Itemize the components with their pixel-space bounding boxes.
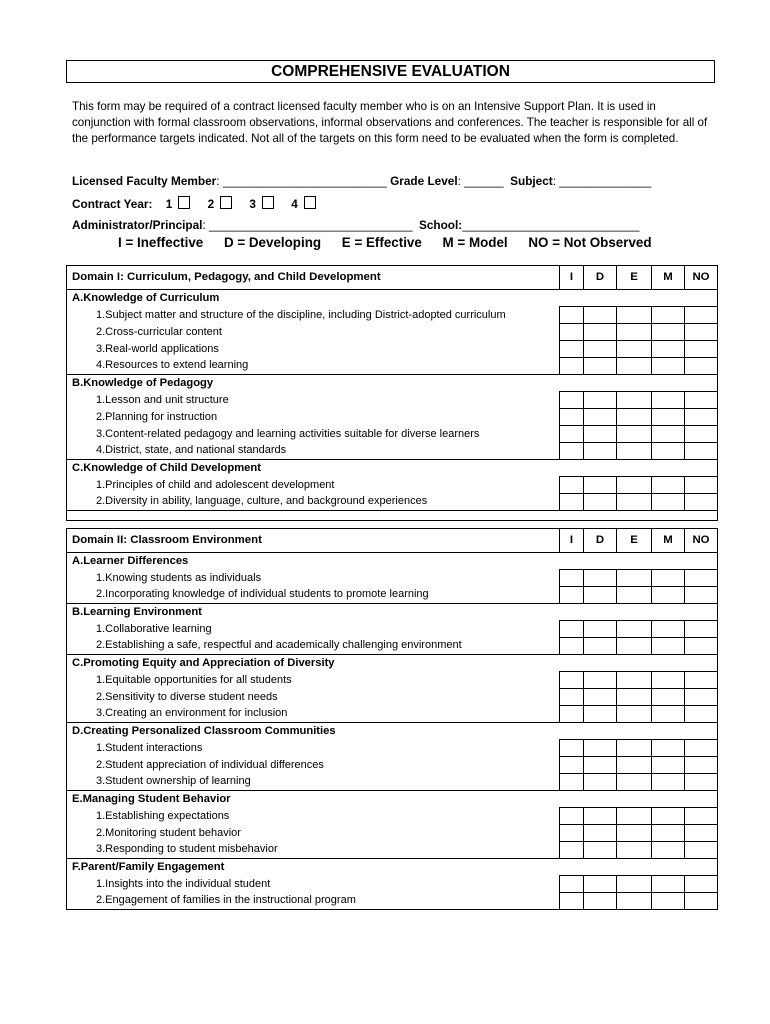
section-blank-cell — [652, 460, 685, 477]
section-blank-cell — [685, 604, 718, 621]
rating-cell-d[interactable] — [584, 426, 617, 443]
rating-cell-e[interactable] — [617, 672, 652, 689]
rating-cell-d[interactable] — [584, 842, 617, 859]
intro-paragraph: This form may be required of a contract licensed faculty member who is on an Intensive Support Plan. It is used in conjunction with formal classroom observations, informal observations and conferences. The teacher is responsible for all of the performance targets indicated. Not all of the targets on this form need to be evaluated when the form is completed. — [72, 100, 708, 145]
section-blank-cell — [560, 460, 584, 477]
grade-label: Grade Level — [390, 174, 458, 188]
rating-header-no: NO — [685, 266, 718, 290]
section-blank-cell — [560, 604, 584, 621]
criterion-row — [67, 324, 718, 341]
section-row — [67, 553, 718, 570]
criterion-label: 1.Principles of child and adolescent development — [67, 477, 560, 494]
rating-header-m: M — [652, 529, 685, 553]
contract-year-line — [72, 196, 330, 211]
legend-model: M = Model — [442, 235, 508, 250]
rating-cell-m[interactable] — [652, 808, 685, 825]
rating-cell-e[interactable] — [617, 358, 652, 375]
contract-year-label: Contract Year: — [72, 197, 153, 211]
rating-cell-i[interactable] — [560, 689, 584, 706]
rating-cell-d[interactable] — [584, 740, 617, 757]
rating-cell-e[interactable] — [617, 638, 652, 655]
rating-cell-m[interactable] — [652, 494, 685, 511]
section-blank-cell — [560, 655, 584, 672]
section-blank-cell — [685, 460, 718, 477]
section-blank-cell — [652, 290, 685, 307]
grade-field[interactable]: : ______ — [457, 174, 504, 188]
rating-cell-e[interactable] — [617, 876, 652, 893]
rating-cell-d[interactable] — [584, 587, 617, 604]
rating-cell-m[interactable] — [652, 621, 685, 638]
rating-cell-i[interactable] — [560, 808, 584, 825]
rating-cell-m[interactable] — [652, 757, 685, 774]
rating-cell-d[interactable] — [584, 774, 617, 791]
section-blank-cell — [560, 553, 584, 570]
criterion-row — [67, 587, 718, 604]
rating-cell-e[interactable] — [617, 443, 652, 460]
criterion-row — [67, 570, 718, 587]
rating-cell-no[interactable] — [685, 706, 718, 723]
rating-cell-i[interactable] — [560, 740, 584, 757]
rating-cell-d[interactable] — [584, 621, 617, 638]
section-blank-cell — [685, 723, 718, 740]
rating-cell-e[interactable] — [617, 689, 652, 706]
rating-cell-i[interactable] — [560, 426, 584, 443]
rating-cell-i[interactable] — [560, 706, 584, 723]
rating-cell-i[interactable] — [560, 477, 584, 494]
section-blank-cell — [617, 655, 652, 672]
rating-cell-i[interactable] — [560, 341, 584, 358]
section-heading: B.Knowledge of Pedagogy — [67, 375, 560, 392]
rating-cell-no[interactable] — [685, 494, 718, 511]
rating-cell-m[interactable] — [652, 358, 685, 375]
spacer-row — [67, 511, 718, 521]
section-row — [67, 655, 718, 672]
rating-cell-i[interactable] — [560, 570, 584, 587]
rating-cell-i[interactable] — [560, 587, 584, 604]
criterion-row — [67, 477, 718, 494]
spacer-cell — [67, 511, 718, 521]
rating-cell-m[interactable] — [652, 672, 685, 689]
checkbox-4[interactable] — [304, 196, 316, 209]
criterion-row — [67, 409, 718, 426]
rating-cell-m[interactable] — [652, 443, 685, 460]
rating-cell-m[interactable] — [652, 893, 685, 910]
criterion-label: 1.Knowing students as individuals — [67, 570, 560, 587]
section-heading: A.Learner Differences — [67, 553, 560, 570]
criterion-row — [67, 825, 718, 842]
checkbox-3[interactable] — [262, 196, 274, 209]
rating-cell-m[interactable] — [652, 876, 685, 893]
rating-header-d: D — [584, 529, 617, 553]
criterion-label: 3.Responding to student misbehavior — [67, 842, 560, 859]
rating-cell-no[interactable] — [685, 324, 718, 341]
contract-year-option-1[interactable]: 1 — [166, 196, 191, 211]
rating-cell-m[interactable] — [652, 740, 685, 757]
rating-cell-no[interactable] — [685, 570, 718, 587]
section-blank-cell — [652, 859, 685, 876]
domain-header-row — [67, 529, 718, 553]
rating-cell-i[interactable] — [560, 409, 584, 426]
rating-cell-no[interactable] — [685, 443, 718, 460]
faculty-line — [72, 174, 651, 188]
rating-cell-no[interactable] — [685, 358, 718, 375]
rating-header-no: NO — [685, 529, 718, 553]
section-blank-cell — [584, 290, 617, 307]
section-blank-cell — [584, 460, 617, 477]
rating-cell-i[interactable] — [560, 757, 584, 774]
rating-cell-e[interactable] — [617, 307, 652, 324]
legend-developing: D = Developing — [223, 235, 322, 250]
rating-cell-d[interactable] — [584, 808, 617, 825]
section-heading: D.Creating Personalized Classroom Communities — [67, 723, 560, 740]
section-blank-cell — [560, 723, 584, 740]
criterion-label: 2.Sensitivity to diverse student needs — [67, 689, 560, 706]
section-blank-cell — [617, 723, 652, 740]
rating-cell-no[interactable] — [685, 392, 718, 409]
rating-cell-m[interactable] — [652, 825, 685, 842]
rating-cell-d[interactable] — [584, 757, 617, 774]
rating-cell-e[interactable] — [617, 893, 652, 910]
rating-cell-no[interactable] — [685, 740, 718, 757]
rating-header-m: M — [652, 266, 685, 290]
rating-cell-e[interactable] — [617, 494, 652, 511]
rating-cell-i[interactable] — [560, 621, 584, 638]
rating-cell-e[interactable] — [617, 426, 652, 443]
rating-cell-e[interactable] — [617, 757, 652, 774]
rating-cell-e[interactable] — [617, 477, 652, 494]
section-row — [67, 791, 718, 808]
rating-cell-d[interactable] — [584, 706, 617, 723]
rating-cell-d[interactable] — [584, 477, 617, 494]
section-blank-cell — [560, 791, 584, 808]
criterion-label: 3.Student ownership of learning — [67, 774, 560, 791]
rating-cell-m[interactable] — [652, 341, 685, 358]
section-blank-cell — [584, 791, 617, 808]
criterion-label: 2.Cross-curricular content — [67, 324, 560, 341]
criterion-row — [67, 358, 718, 375]
rating-cell-no[interactable] — [685, 774, 718, 791]
rating-cell-no[interactable] — [685, 409, 718, 426]
section-blank-cell — [584, 859, 617, 876]
criterion-row — [67, 621, 718, 638]
section-blank-cell — [652, 655, 685, 672]
rating-cell-i[interactable] — [560, 443, 584, 460]
checkbox-2[interactable] — [220, 196, 232, 209]
criterion-row — [67, 426, 718, 443]
rating-cell-i[interactable] — [560, 638, 584, 655]
section-blank-cell — [685, 655, 718, 672]
domain-title: Domain II: Classroom Environment — [67, 529, 560, 553]
rating-cell-m[interactable] — [652, 638, 685, 655]
rating-cell-e[interactable] — [617, 570, 652, 587]
criterion-row — [67, 392, 718, 409]
criterion-row — [67, 774, 718, 791]
criterion-label: 1.Collaborative learning — [67, 621, 560, 638]
criterion-label: 2.Monitoring student behavior — [67, 825, 560, 842]
administrator-line — [72, 218, 639, 232]
contract-year-option-2[interactable]: 2 — [208, 196, 233, 211]
school-label: School: — [418, 218, 463, 232]
section-blank-cell — [617, 460, 652, 477]
section-blank-cell — [617, 791, 652, 808]
rating-cell-m[interactable] — [652, 426, 685, 443]
section-blank-cell — [652, 604, 685, 621]
rating-cell-e[interactable] — [617, 706, 652, 723]
section-blank-cell — [617, 290, 652, 307]
rating-cell-d[interactable] — [584, 893, 617, 910]
criterion-label: 2.Establishing a safe, respectful and academically challenging environment — [67, 638, 560, 655]
rating-cell-e[interactable] — [617, 774, 652, 791]
rating-cell-i[interactable] — [560, 307, 584, 324]
school-field[interactable]: ___________________________ — [462, 218, 640, 232]
contract-year-option-4[interactable]: 4 — [291, 196, 316, 211]
rating-header-i: I — [560, 266, 584, 290]
rating-cell-m[interactable] — [652, 587, 685, 604]
criterion-row — [67, 307, 718, 324]
rating-cell-i[interactable] — [560, 672, 584, 689]
form-title: COMPREHENSIVE EVALUATION — [66, 60, 715, 83]
criterion-label: 2.Diversity in ability, language, culture, and background experiences — [67, 494, 560, 511]
criterion-label: 3.Creating an environment for inclusion — [67, 706, 560, 723]
section-blank-cell — [584, 655, 617, 672]
section-blank-cell — [685, 290, 718, 307]
subject-field[interactable]: : ______________ — [552, 174, 652, 188]
criterion-row — [67, 443, 718, 460]
section-heading: F.Parent/Family Engagement — [67, 859, 560, 876]
criterion-label: 2.Engagement of families in the instructional program — [67, 893, 560, 910]
rating-cell-d[interactable] — [584, 672, 617, 689]
section-blank-cell — [617, 859, 652, 876]
rating-cell-i[interactable] — [560, 392, 584, 409]
criterion-row — [67, 808, 718, 825]
criterion-label: 3.Real-world applications — [67, 341, 560, 358]
rating-cell-d[interactable] — [584, 392, 617, 409]
rating-cell-no[interactable] — [685, 689, 718, 706]
rating-cell-d[interactable] — [584, 443, 617, 460]
rating-cell-no[interactable] — [685, 757, 718, 774]
criterion-label: 2.Student appreciation of individual differences — [67, 757, 560, 774]
rating-cell-m[interactable] — [652, 689, 685, 706]
rating-cell-no[interactable] — [685, 477, 718, 494]
section-blank-cell — [652, 723, 685, 740]
section-blank-cell — [617, 375, 652, 392]
rating-cell-no[interactable] — [685, 672, 718, 689]
criterion-label: 1.Insights into the individual student — [67, 876, 560, 893]
rating-cell-d[interactable] — [584, 358, 617, 375]
rating-cell-e[interactable] — [617, 324, 652, 341]
criterion-row — [67, 757, 718, 774]
criterion-row — [67, 893, 718, 910]
domain-header-row — [67, 266, 718, 290]
rating-cell-no[interactable] — [685, 808, 718, 825]
rating-cell-i[interactable] — [560, 893, 584, 910]
rating-cell-no[interactable] — [685, 876, 718, 893]
rating-cell-no[interactable] — [685, 587, 718, 604]
rating-cell-no[interactable] — [685, 842, 718, 859]
administrator-label: Administrator/Principal — [72, 218, 203, 232]
rating-cell-m[interactable] — [652, 392, 685, 409]
rating-cell-d[interactable] — [584, 494, 617, 511]
section-blank-cell — [685, 859, 718, 876]
criterion-row — [67, 638, 718, 655]
criterion-row — [67, 494, 718, 511]
rating-cell-i[interactable] — [560, 876, 584, 893]
contract-year-option-3[interactable]: 3 — [249, 196, 274, 211]
criterion-row — [67, 842, 718, 859]
rating-cell-no[interactable] — [685, 426, 718, 443]
rating-header-d: D — [584, 266, 617, 290]
rating-header-i: I — [560, 529, 584, 553]
section-blank-cell — [584, 553, 617, 570]
criterion-row — [67, 740, 718, 757]
rating-cell-m[interactable] — [652, 307, 685, 324]
rating-cell-m[interactable] — [652, 409, 685, 426]
rating-cell-no[interactable] — [685, 621, 718, 638]
section-blank-cell — [652, 375, 685, 392]
section-blank-cell — [652, 791, 685, 808]
rating-cell-d[interactable] — [584, 341, 617, 358]
section-blank-cell — [685, 375, 718, 392]
legend-ineffective: I = Ineffective — [118, 235, 204, 250]
legend-effective: E = Effective — [341, 235, 422, 250]
section-blank-cell — [560, 859, 584, 876]
rating-cell-no[interactable] — [685, 307, 718, 324]
rating-cell-e[interactable] — [617, 825, 652, 842]
criterion-label: 2.Incorporating knowledge of individual students to promote learning — [67, 587, 560, 604]
criterion-label: 3.Content-related pedagogy and learning activities suitable for diverse learners — [67, 426, 560, 443]
section-row — [67, 723, 718, 740]
criterion-row — [67, 876, 718, 893]
administrator-field[interactable]: : _______________________________ — [202, 218, 413, 232]
criterion-label: 2.Planning for instruction — [67, 409, 560, 426]
section-blank-cell — [560, 290, 584, 307]
section-blank-cell — [584, 375, 617, 392]
section-blank-cell — [685, 791, 718, 808]
criterion-label: 1.Lesson and unit structure — [67, 392, 560, 409]
domain-title: Domain I: Curriculum, Pedagogy, and Child Development — [67, 266, 560, 290]
section-heading: E.Managing Student Behavior — [67, 791, 560, 808]
criterion-label: 1.Subject matter and structure of the discipline, including District-adopted curriculum — [67, 307, 560, 324]
rating-cell-no[interactable] — [685, 341, 718, 358]
checkbox-1[interactable] — [178, 196, 190, 209]
section-blank-cell — [560, 375, 584, 392]
rating-cell-m[interactable] — [652, 324, 685, 341]
rating-cell-d[interactable] — [584, 307, 617, 324]
section-blank-cell — [652, 553, 685, 570]
domain-1-table — [66, 265, 718, 521]
criterion-label: 1.Establishing expectations — [67, 808, 560, 825]
section-blank-cell — [617, 553, 652, 570]
section-blank-cell — [584, 723, 617, 740]
rating-cell-d[interactable] — [584, 570, 617, 587]
rating-legend — [118, 235, 669, 250]
rating-cell-d[interactable] — [584, 409, 617, 426]
rating-cell-m[interactable] — [652, 842, 685, 859]
section-heading: C.Promoting Equity and Appreciation of Diversity — [67, 655, 560, 672]
rating-cell-e[interactable] — [617, 409, 652, 426]
rating-cell-i[interactable] — [560, 774, 584, 791]
criterion-row — [67, 341, 718, 358]
section-heading: A.Knowledge of Curriculum — [67, 290, 560, 307]
rating-cell-d[interactable] — [584, 825, 617, 842]
criterion-row — [67, 689, 718, 706]
rating-cell-i[interactable] — [560, 358, 584, 375]
section-blank-cell — [685, 553, 718, 570]
rating-cell-e[interactable] — [617, 392, 652, 409]
criterion-label: 4.Resources to extend learning — [67, 358, 560, 375]
rating-cell-d[interactable] — [584, 324, 617, 341]
section-blank-cell — [617, 604, 652, 621]
rating-cell-d[interactable] — [584, 876, 617, 893]
section-heading: C.Knowledge of Child Development — [67, 460, 560, 477]
rating-cell-i[interactable] — [560, 324, 584, 341]
criterion-label: 4.District, state, and national standards — [67, 443, 560, 460]
rating-cell-e[interactable] — [617, 842, 652, 859]
criterion-row — [67, 672, 718, 689]
subject-label: Subject — [510, 174, 553, 188]
rating-cell-i[interactable] — [560, 494, 584, 511]
faculty-label: Licensed Faculty Member — [72, 174, 217, 188]
rating-header-e: E — [617, 266, 652, 290]
rating-cell-e[interactable] — [617, 341, 652, 358]
rating-cell-no[interactable] — [685, 638, 718, 655]
rating-cell-i[interactable] — [560, 825, 584, 842]
faculty-field[interactable]: : _________________________ — [216, 174, 387, 188]
section-row — [67, 604, 718, 621]
rating-cell-m[interactable] — [652, 570, 685, 587]
rating-cell-m[interactable] — [652, 774, 685, 791]
rating-cell-m[interactable] — [652, 477, 685, 494]
section-row — [67, 375, 718, 392]
criterion-row — [67, 706, 718, 723]
rating-cell-no[interactable] — [685, 825, 718, 842]
rating-header-e: E — [617, 529, 652, 553]
rating-cell-e[interactable] — [617, 740, 652, 757]
legend-not-observed: NO = Not Observed — [528, 235, 652, 250]
rating-cell-e[interactable] — [617, 621, 652, 638]
section-blank-cell — [584, 604, 617, 621]
section-row — [67, 460, 718, 477]
section-row — [67, 859, 718, 876]
section-heading: B.Learning Environment — [67, 604, 560, 621]
domain-2-table — [66, 528, 718, 910]
rating-cell-e[interactable] — [617, 587, 652, 604]
rating-cell-i[interactable] — [560, 842, 584, 859]
criterion-label: 1.Student interactions — [67, 740, 560, 757]
criterion-label: 1.Equitable opportunities for all students — [67, 672, 560, 689]
rating-cell-no[interactable] — [685, 893, 718, 910]
rating-cell-d[interactable] — [584, 638, 617, 655]
section-row — [67, 290, 718, 307]
rating-cell-d[interactable] — [584, 689, 617, 706]
rating-cell-e[interactable] — [617, 808, 652, 825]
rating-cell-m[interactable] — [652, 706, 685, 723]
